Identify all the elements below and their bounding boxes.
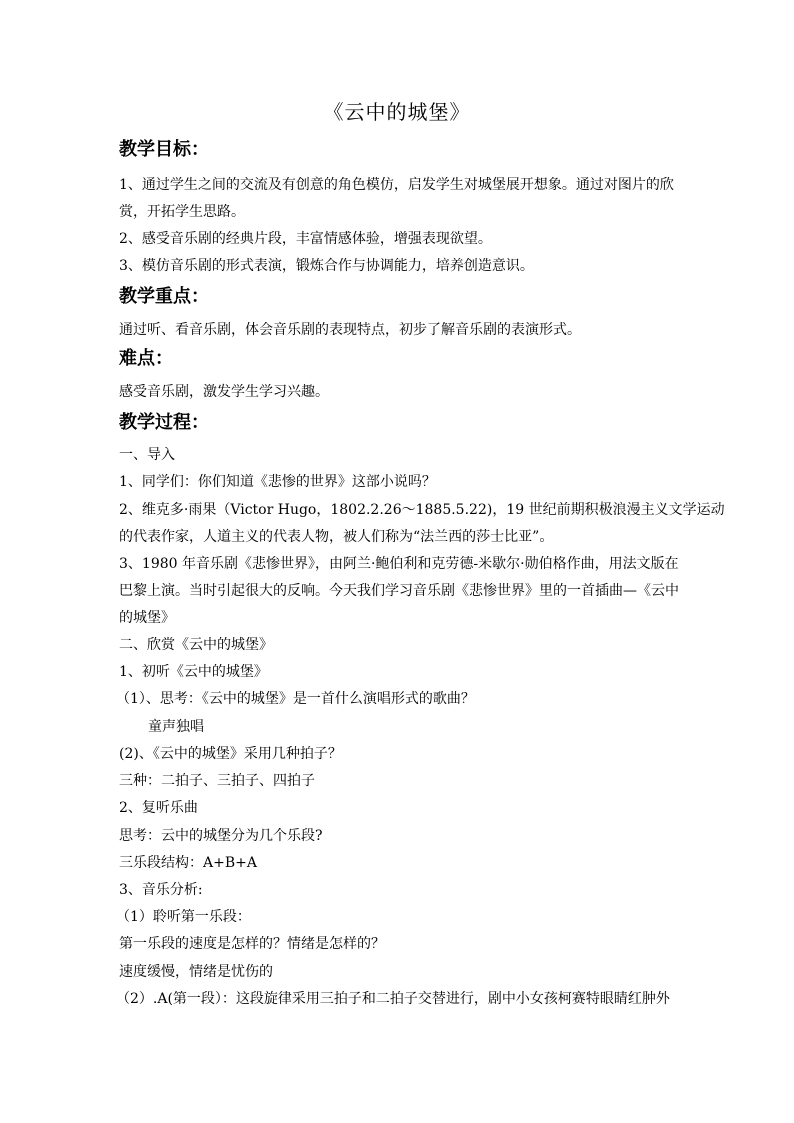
objective-1-line-1: 1、通过学生之间的交流及有创意的角色模仿，启发学生对城堡展开想象。通过对图片的欣 <box>119 177 674 193</box>
first-listen: 1、初听《云中的城堡》 <box>119 664 268 680</box>
heading-difficulty: 难点： <box>119 348 173 369</box>
question-3: 思考：云中的城堡分为几个乐段? <box>119 828 323 844</box>
music-analysis: 3、音乐分析: <box>119 882 203 898</box>
section-appreciate: 二、欣赏《云中的城堡》 <box>119 637 273 653</box>
question-4: 第一乐段的速度是怎样的？情绪是怎样的？ <box>119 936 385 952</box>
intro-item-3-line-1: 3、1980 年音乐剧《悲惨世界》，由阿兰·鲍伯利和克劳德-米歇尔·勋伯格作曲，用法文版在 <box>119 556 679 572</box>
intro-item-3-line-2: 巴黎上演。当时引起很大的反响。今天我们学习音乐剧《悲惨世界》里的一首插曲—《云中 <box>119 583 679 599</box>
answer-4: 速度缓慢，情绪是忧伤的 <box>119 964 273 980</box>
answer-2: 三种：二拍子、三拍子、四拍子 <box>119 773 315 789</box>
answer-1: 童声独唱 <box>148 719 204 735</box>
listen-section-1: （1）聆听第一乐段： <box>116 909 251 925</box>
relisten: 2、复听乐曲 <box>119 800 198 816</box>
heading-keypoints: 教学重点： <box>119 286 209 307</box>
objective-2: 2、感受音乐剧的经典片段，丰富情感体验，增强表现欲望。 <box>119 231 492 247</box>
difficulty-text: 感受音乐剧，激发学生学习兴趣。 <box>119 384 329 400</box>
intro-item-1: 1、同学们：你们知道《悲惨的世界》这部小说吗？ <box>119 474 436 490</box>
section-intro: 一、导入 <box>119 447 175 463</box>
answer-3: 三乐段结构：A+B+A <box>119 855 257 871</box>
heading-process: 教学过程： <box>119 412 209 433</box>
section-2-analysis: （2）.A(第一段）：这段旋律采用三拍子和二拍子交替进行，剧中小女孩柯赛特眼睛红肿外 <box>116 991 670 1007</box>
intro-item-2-line-2: 的代表作家，人道主义的代表人物，被人们称为“法兰西的莎士比亚”。 <box>119 529 554 545</box>
objective-1-line-2: 赏，开拓学生思路。 <box>119 204 245 220</box>
intro-item-3-line-3: 的城堡》 <box>119 610 175 626</box>
intro-item-2-line-1: 2、维克多·雨果（Victor Hugo，1802.2.26～1885.5.22)，19 世纪前期积极浪漫主义文学运动 <box>119 502 725 518</box>
question-1: （1）、思考：《云中的城堡》是一首什么演唱形式的歌曲？ <box>116 691 475 707</box>
page-title: 《云中的城堡》 <box>323 100 471 124</box>
objective-3: 3、模仿音乐剧的形式表演，锻炼合作与协调能力，培养创造意识。 <box>119 258 534 274</box>
keypoints-text: 通过听、看音乐剧，体会音乐剧的表现特点，初步了解音乐剧的表演形式。 <box>119 322 581 338</box>
question-2: (2)、《云中的城堡》采用几种拍子？ <box>119 746 342 762</box>
heading-objectives: 教学目标： <box>119 139 209 160</box>
